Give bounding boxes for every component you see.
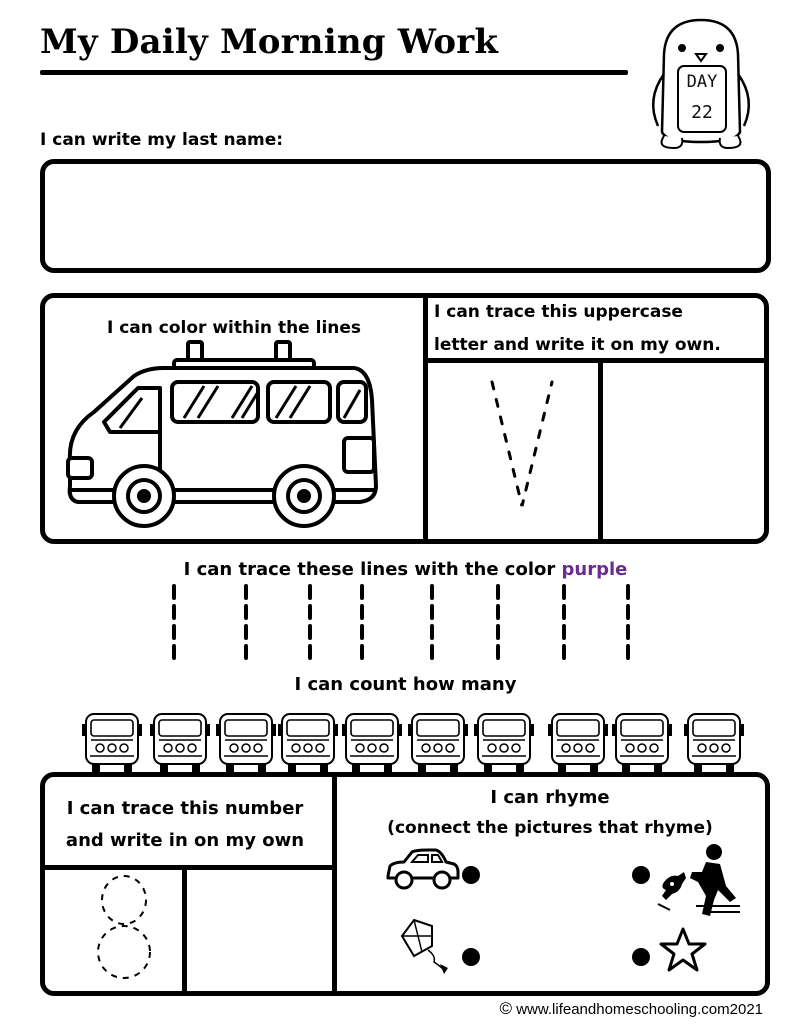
copyright-footer: [499, 999, 763, 1019]
number-label-line2: and write in on my own: [65, 830, 305, 851]
rhyme-trip-picture: [656, 842, 742, 918]
car-connect-dot[interactable]: [462, 866, 480, 884]
number-write-cell[interactable]: [186, 870, 328, 992]
last-name-label: I can write my last name:: [40, 130, 284, 150]
uppercase-write-cell[interactable]: [604, 362, 764, 534]
footer-website[interactable]: www.lifeandhomeschooling.com2021: [516, 1001, 763, 1018]
trace-lines-label: [40, 559, 771, 580]
bus-icon: [408, 714, 468, 772]
uppercase-label-line1: I can trace this uppercase: [434, 302, 683, 322]
kite-connect-dot[interactable]: [462, 948, 480, 966]
penguin-day-badge: [636, 14, 766, 154]
uppercase-cell-divider: [598, 363, 603, 544]
rhyme-kite-picture: [392, 916, 458, 978]
van-coloring-picture[interactable]: [64, 340, 380, 532]
bus-row: [82, 710, 748, 774]
day-label: DAY: [686, 72, 718, 92]
number-label-line1: I can trace this number: [66, 798, 304, 819]
day-number: 22: [691, 102, 713, 123]
rhyme-label-line2: (connect the pictures that rhyme): [387, 818, 713, 838]
bus-row-graphic: [82, 710, 748, 774]
bus-icon: [684, 714, 744, 772]
bus-icon: [150, 714, 210, 772]
title-underline: [40, 70, 628, 75]
dashed-lines: [160, 582, 640, 672]
bus-icon: [474, 714, 534, 772]
bus-icon: [612, 714, 672, 772]
number-trace-cell[interactable]: [46, 870, 176, 992]
rhyme-label-line1: I can rhyme: [490, 787, 610, 808]
dotted-letter-v: [428, 362, 594, 534]
trace-color-word: purple: [561, 559, 628, 580]
van-icon: [64, 340, 380, 532]
trace-lines-label-prefix: I can trace these lines with the color: [183, 559, 556, 580]
person-falling-over-dog-icon: [656, 842, 742, 918]
star-icon: [658, 926, 708, 974]
bus-icon: [278, 714, 338, 772]
rhyme-star-picture: [658, 926, 708, 974]
bus-icon: [342, 714, 402, 772]
car-icon: [384, 846, 460, 892]
last-name-write-box[interactable]: [40, 159, 771, 273]
copyright-icon: ©: [499, 999, 513, 1018]
uppercase-trace-cell[interactable]: [428, 362, 594, 534]
bus-icon: [548, 714, 608, 772]
uppercase-label-line2: letter and write it on my own.: [434, 335, 721, 355]
dotted-number-8: [46, 870, 176, 992]
trip-connect-dot[interactable]: [632, 866, 650, 884]
bus-icon: [82, 714, 142, 772]
rhyme-car-picture: [384, 846, 460, 892]
count-label: I can count how many: [294, 674, 517, 695]
star-connect-dot[interactable]: [632, 948, 650, 966]
color-label: I can color within the lines: [106, 318, 362, 338]
dashed-lines-area[interactable]: [160, 582, 640, 672]
page-title: My Daily Morning Work: [40, 22, 499, 62]
bus-icon: [216, 714, 276, 772]
kite-icon: [392, 916, 458, 978]
